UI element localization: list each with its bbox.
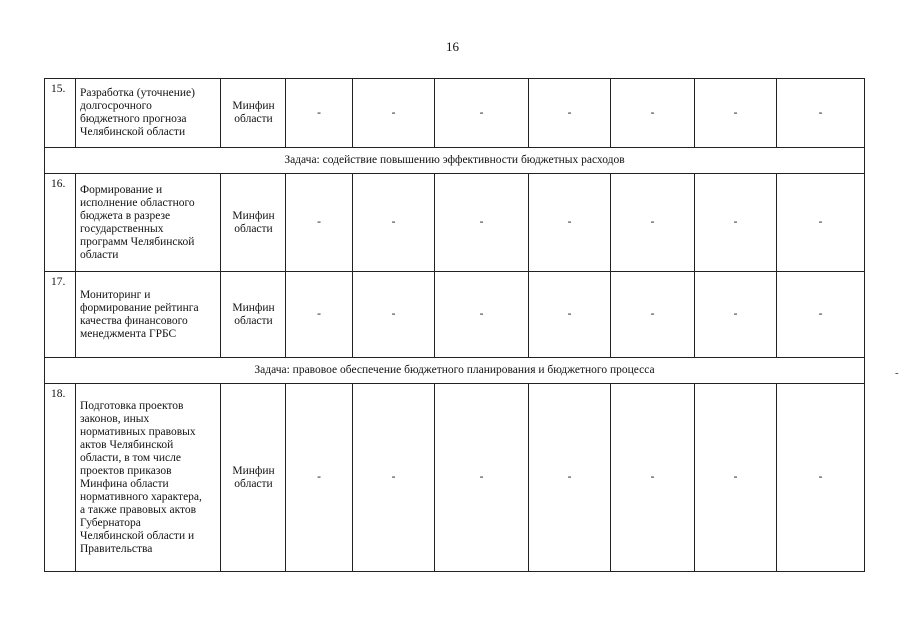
table-cell: - — [777, 272, 865, 358]
table-cell: - — [611, 79, 695, 148]
table-cell: - — [529, 79, 611, 148]
task-title: Задача: правовое обеспечение бюджетного планирования и бюджетного процесса — [45, 358, 865, 384]
table-row — [45, 272, 865, 358]
table-cell: - — [286, 174, 353, 272]
row-number: 16. — [45, 174, 76, 272]
row-number: 18. — [45, 384, 76, 572]
table-row — [45, 384, 865, 572]
table-cell: - — [435, 79, 529, 148]
table-cell: - — [529, 384, 611, 572]
responsible-executor: Минфин области — [221, 174, 286, 272]
table-cell: - — [611, 272, 695, 358]
table-cell: - — [529, 174, 611, 272]
responsible-executor: Минфин области — [221, 79, 286, 148]
table-cell: - — [611, 174, 695, 272]
table-cell: - — [695, 272, 777, 358]
table-cell: - — [353, 272, 435, 358]
row-number: 15. — [45, 79, 76, 148]
activity-description: Мониторинг и формирование рейтинга качества финансового менеджмента ГРБС — [76, 272, 221, 358]
table-cell: - — [286, 384, 353, 572]
table-cell: - — [611, 384, 695, 572]
table-cell: - — [777, 174, 865, 272]
table-cell: - — [695, 384, 777, 572]
table-row — [45, 79, 865, 148]
table-cell: - — [353, 174, 435, 272]
table-cell: - — [435, 174, 529, 272]
activity-description: Разработка (уточнение) долгосрочного бюджетного прогноза Челябинской области — [76, 79, 221, 148]
table-cell: - — [286, 272, 353, 358]
plan-table — [44, 78, 865, 572]
activity-description: Подготовка проектов законов, иных нормативных правовых актов Челябинской области, в том числе проектов приказов Минфина области нормативного характера, а также правовых актов Губернатора Челябинской области и Правительства — [76, 384, 221, 572]
table-cell: - — [353, 384, 435, 572]
responsible-executor: Минфин области — [221, 384, 286, 572]
task-header-row — [45, 148, 865, 174]
margin-mark: - — [895, 367, 899, 379]
table-cell: - — [286, 79, 353, 148]
table-cell: - — [353, 79, 435, 148]
task-title: Задача: содействие повышению эффективности бюджетных расходов — [45, 148, 865, 174]
activity-description: Формирование и исполнение областного бюджета в разрезе государственных программ Челябинской области — [76, 174, 221, 272]
table-row — [45, 174, 865, 272]
table-cell: - — [435, 384, 529, 572]
task-header-row — [45, 358, 865, 384]
responsible-executor: Минфин области — [221, 272, 286, 358]
table-cell: - — [695, 174, 777, 272]
table-cell: - — [529, 272, 611, 358]
table-cell: - — [435, 272, 529, 358]
row-number: 17. — [45, 272, 76, 358]
table-cell: - — [695, 79, 777, 148]
page-number: 16 — [446, 39, 459, 54]
table-cell: - — [777, 79, 865, 148]
table-cell: - — [777, 384, 865, 572]
